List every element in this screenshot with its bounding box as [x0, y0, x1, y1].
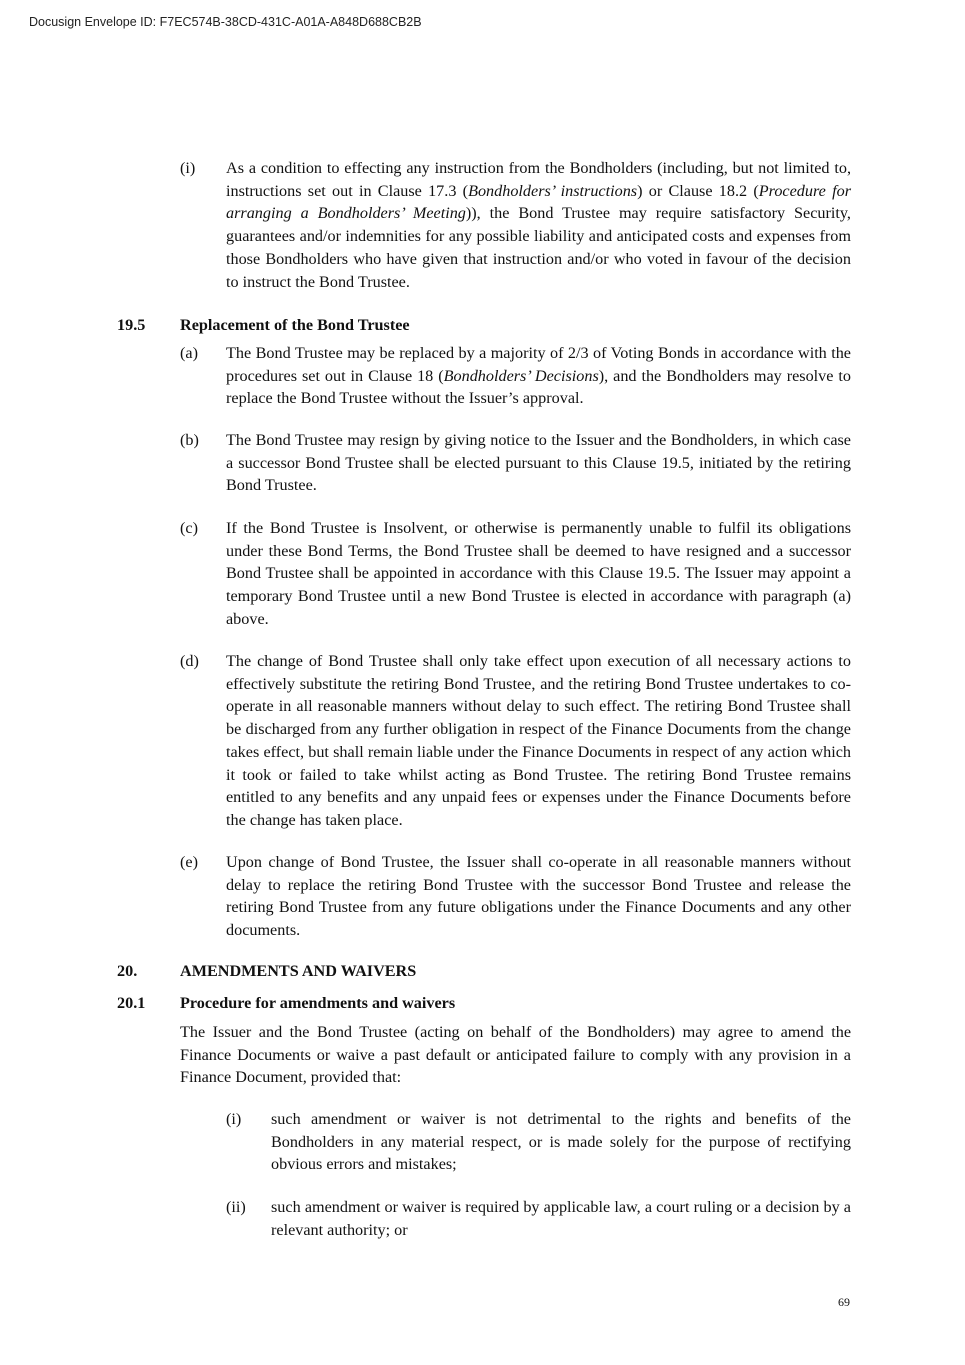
- italic-text: Bondholders’ Decisions: [443, 366, 599, 385]
- subparagraph-i: [226, 1108, 851, 1176]
- section-title: AMENDMENTS AND WAIVERS: [180, 962, 417, 980]
- section-number: 19.5: [117, 316, 146, 334]
- section-number: 20.: [117, 962, 138, 980]
- section-title: Procedure for amendments and waivers: [180, 994, 456, 1012]
- italic-text: Bondholders’ instructions: [468, 181, 638, 200]
- paragraph-i: [180, 157, 851, 293]
- section-title: Replacement of the Bond Trustee: [180, 316, 410, 334]
- paragraph-text: [226, 342, 851, 410]
- paragraph-text: If the Bond Trustee is Insolvent, or otherwise is permanently unable to fulfil its obligations under these Bond Terms, the Bond Trustee shall be deemed to have resigned and a successor Bond Trustee shall be appointed in accordance with this Clause 19.5. The Issuer may appoint a temporary Bond Trustee until a new Bond Trustee is elected in accordance with paragraph (a) above.: [226, 519, 851, 628]
- paragraph-text: The Bond Trustee may resign by giving notice to the Issuer and the Bondholders, in which case a successor Bond Trustee shall be elected pursuant to this Clause 19.5, initiated by the retiring Bond Trustee.: [226, 431, 851, 495]
- paragraph-label: (e): [180, 853, 198, 871]
- paragraph-label: (i): [180, 159, 196, 177]
- paragraph-e: [180, 851, 851, 942]
- text: As a condition to effecting any instruction from the Bondholders (including, but not limited to, instructions set out in Clause 17.3 (: [226, 159, 851, 200]
- envelope-id: Docusign Envelope ID: F7EC574B-38CD-431C-A01A-A848D688CB2B: [29, 15, 422, 29]
- paragraph-label: (d): [180, 652, 199, 670]
- paragraph-label: (b): [180, 431, 199, 449]
- paragraph-label: (a): [180, 344, 198, 362]
- text: ), and the Bondholders may resolve to replace the Bond Trustee without the Issuer’s approval.: [226, 366, 851, 408]
- italic-text: Procedure for arranging a Bondholders’ Meeting: [226, 181, 851, 223]
- paragraph-text: Upon change of Bond Trustee, the Issuer shall co-operate in all reasonable manners without delay to replace the retiring Bond Trustee with the successor Bond Trustee and release the retiring Bond Trustee from any future obligations under the Finance Documents and any other documents.: [226, 853, 851, 940]
- paragraph-c: [180, 517, 851, 631]
- paragraph-d: [180, 650, 851, 832]
- section-intro: The Issuer and the Bond Trustee (acting on behalf of the Bondholders) may agree to amend the Finance Documents or waive a past default or anticipated failure to comply with any provision in a Finance Document, provided that:: [180, 1023, 851, 1087]
- subparagraph-ii: [226, 1196, 851, 1241]
- paragraph-label: (c): [180, 519, 198, 537]
- paragraph-text: The change of Bond Trustee shall only take effect upon execution of all necessary actions to effectively substitute the retiring Bond Trustee, and the retiring Bond Trustee undertakes to co-operate in all reasonable manners without delay to such effect. The retiring Bond Trustee shall be discharged from any further obligation in respect of the Finance Documents from the change takes effect, but shall remain liable under the Finance Documents in respect of any action which it took or failed to take whilst acting as Bond Trustee. The retiring Bond Trustee remains entitled to any benefits and any unpaid fees or expenses under the Finance Documents before the change has taken place.: [226, 652, 851, 829]
- paragraph-label: (i): [226, 1110, 242, 1128]
- paragraph-text: such amendment or waiver is required by applicable law, a court ruling or a decision by a relevant authority; or: [271, 1198, 851, 1239]
- paragraph-label: (ii): [226, 1198, 246, 1216]
- paragraph-text: [226, 157, 851, 293]
- paragraph-b: [180, 429, 851, 497]
- section-heading-20: [117, 962, 416, 981]
- section-number: 20.1: [117, 994, 146, 1012]
- text: )), the Bond Trustee may require satisfactory Security, guarantees and/or indemnities for any possible liability and anticipated costs and expenses from those Bondholders who have given that instruction and/or who voted in favour of the decision to instruct the Bond Trustee.: [226, 204, 851, 291]
- paragraph-text: such amendment or waiver is not detrimental to the rights and benefits of the Bondholders in any material respect, or is made solely for the purpose of rectifying obvious errors and mistakes;: [271, 1110, 851, 1174]
- section-heading-20-1: [117, 994, 455, 1013]
- page-number: 69: [838, 1295, 850, 1309]
- text: ) or Clause 18.2 (: [637, 181, 759, 200]
- text: The Bond Trustee may be replaced by a majority of 2/3 of Voting Bonds in accordance with the procedures set out in Clause 18 (: [226, 344, 851, 385]
- paragraph-a: [180, 342, 851, 410]
- section-heading-19-5: [117, 316, 410, 335]
